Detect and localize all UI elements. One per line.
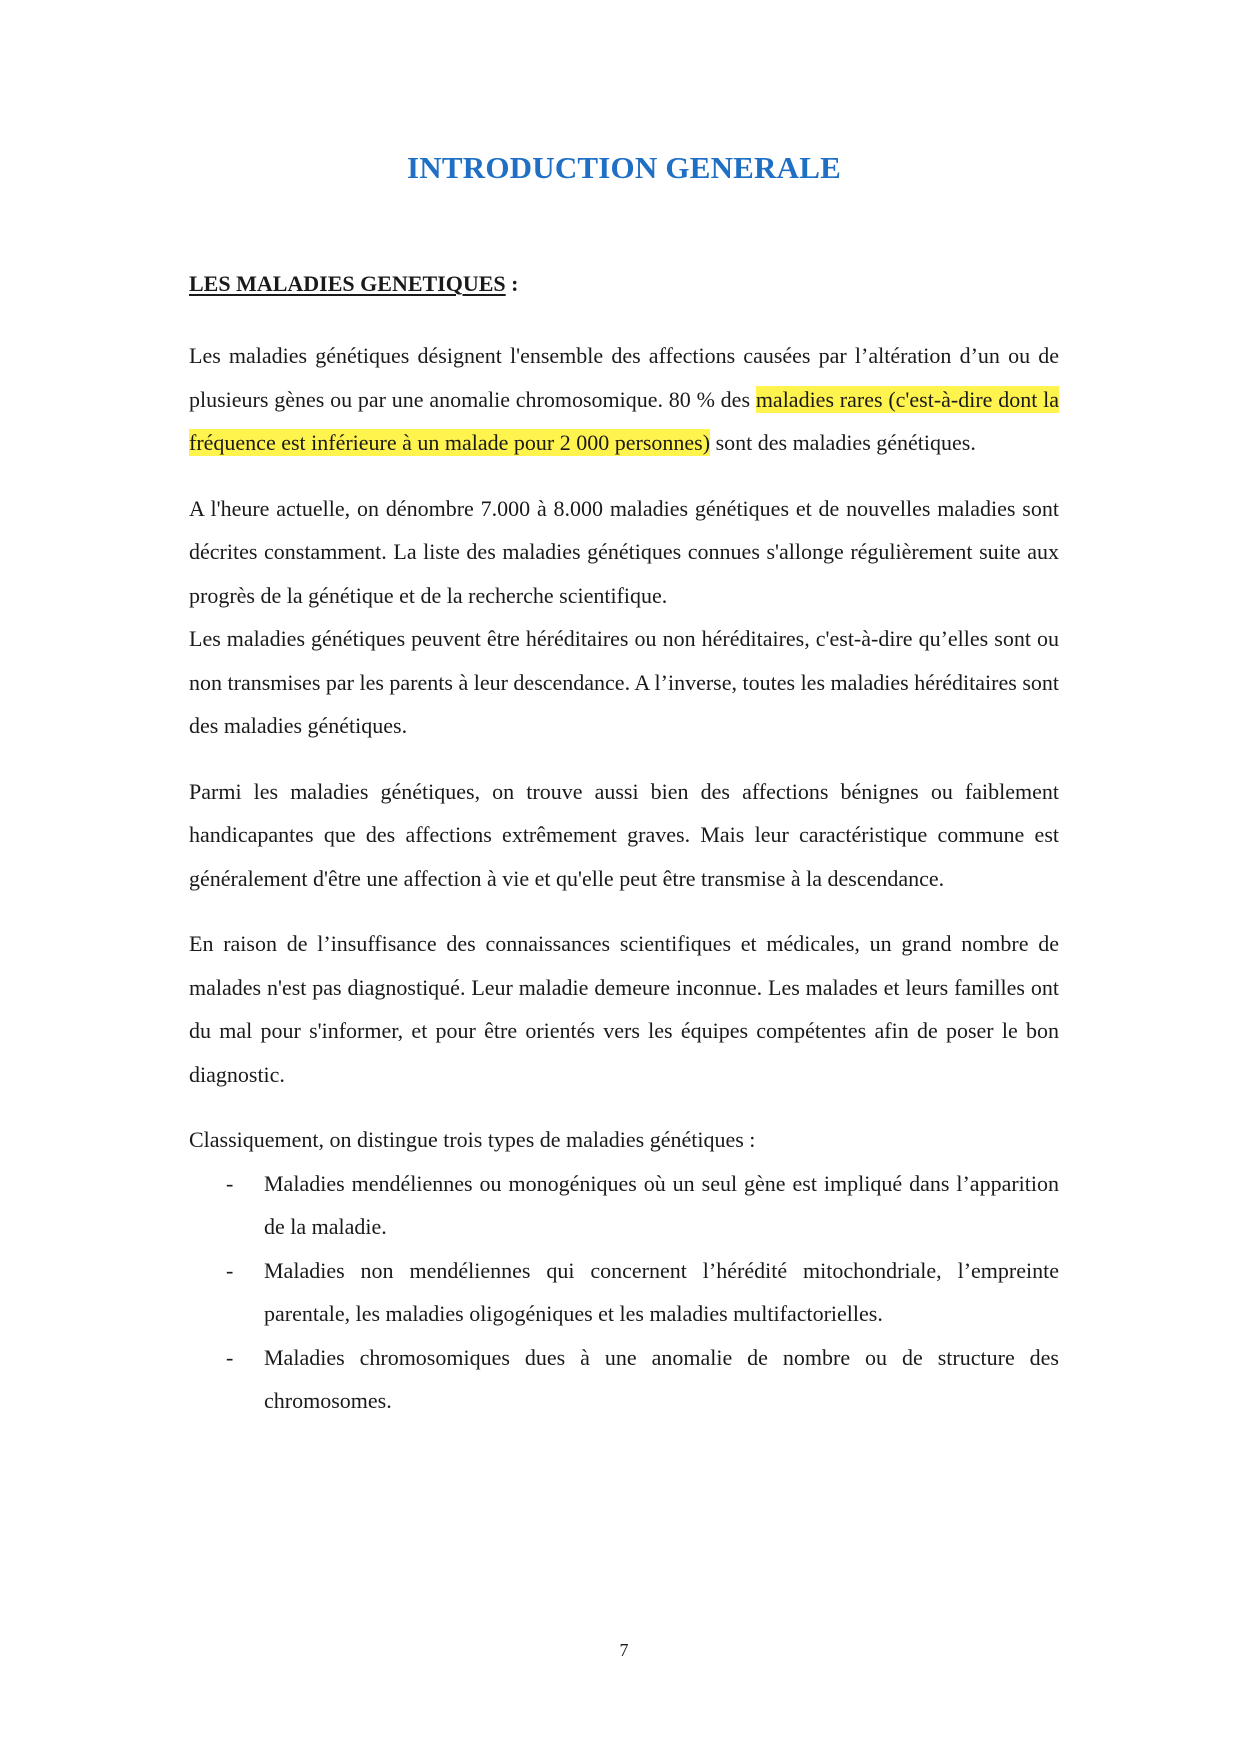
- paragraph-1: [189, 334, 1059, 465]
- list-item: [189, 1249, 1059, 1336]
- paragraph-3: Les maladies génétiques peuvent être héréditaires ou non héréditaires, c'est-à-dire qu’elles sont ou non transmises par les parents à leur descendance. A l’inverse, toutes les maladies héréditaires sont des maladies génétiques.: [189, 626, 1059, 738]
- list-item: [189, 1162, 1059, 1249]
- list-item-text: Maladies mendéliennes ou monogéniques où un seul gène est impliqué dans l’apparition de la maladie.: [264, 1170, 1059, 1239]
- page-title: INTRODUCTION GENERALE: [407, 150, 841, 185]
- paragraph-1-end: sont des maladies génétiques.: [710, 430, 976, 455]
- paragraph-5: En raison de l’insuffisance des connaissances scientifiques et médicales, un grand nombre de malades n'est pas diagnostiqué. Leur maladie demeure inconnue. Les malades et leurs familles ont du mal pour s'informer, et pour être orientés vers les équipes compétentes afin de poser le bon diagnostic.: [189, 931, 1059, 1087]
- list-dash: -: [226, 1170, 234, 1196]
- section-heading: [189, 271, 518, 297]
- paragraph-2: A l'heure actuelle, on dénombre 7.000 à 8.000 maladies génétiques et de nouvelles maladies sont décrites constamment. La liste des maladies génétiques connues s'allonge régulièrement suite aux progrès de la génétique et de la recherche scientifique.: [189, 495, 1059, 608]
- disease-types-list: [189, 1162, 1059, 1423]
- paragraph-1-text: Les maladies génétiques désignent l'ensemble des affections causées par l’altération d’un ou de plusieurs gènes ou par une anomalie chromosomique. 80 % des: [189, 343, 1059, 412]
- list-dash: -: [226, 1257, 234, 1283]
- section-heading-text: LES MALADIES GENETIQUES: [189, 271, 506, 296]
- page-number: 7: [619, 1640, 629, 1660]
- list-item-text: Maladies non mendéliennes qui concernent l’hérédité mitochondriale, l’empreinte parentale, les maladies oligogéniques et les maladies multifactorielles.: [264, 1257, 1059, 1326]
- section-heading-colon: :: [505, 271, 519, 296]
- list-item-text: Maladies chromosomiques dues à une anomalie de nombre ou de structure des chromosomes.: [264, 1344, 1059, 1413]
- list-dash: -: [226, 1344, 234, 1370]
- highlighted-text: maladies rares (c'est-à-dire dont la fréquence est inférieure à un malade pour 2 000 personnes): [189, 386, 1060, 455]
- list-item: [189, 1336, 1059, 1423]
- paragraph-4: Parmi les maladies génétiques, on trouve aussi bien des affections bénignes ou faiblement handicapantes que des affections extrêmement graves. Mais leur caractéristique commune est généralement d'être une affection à vie et qu'elle peut être transmise à la descendance.: [189, 778, 1059, 891]
- document-body: [189, 334, 1059, 1423]
- paragraph-6: Classiquement, on distingue trois types de maladies génétiques :: [189, 1127, 756, 1152]
